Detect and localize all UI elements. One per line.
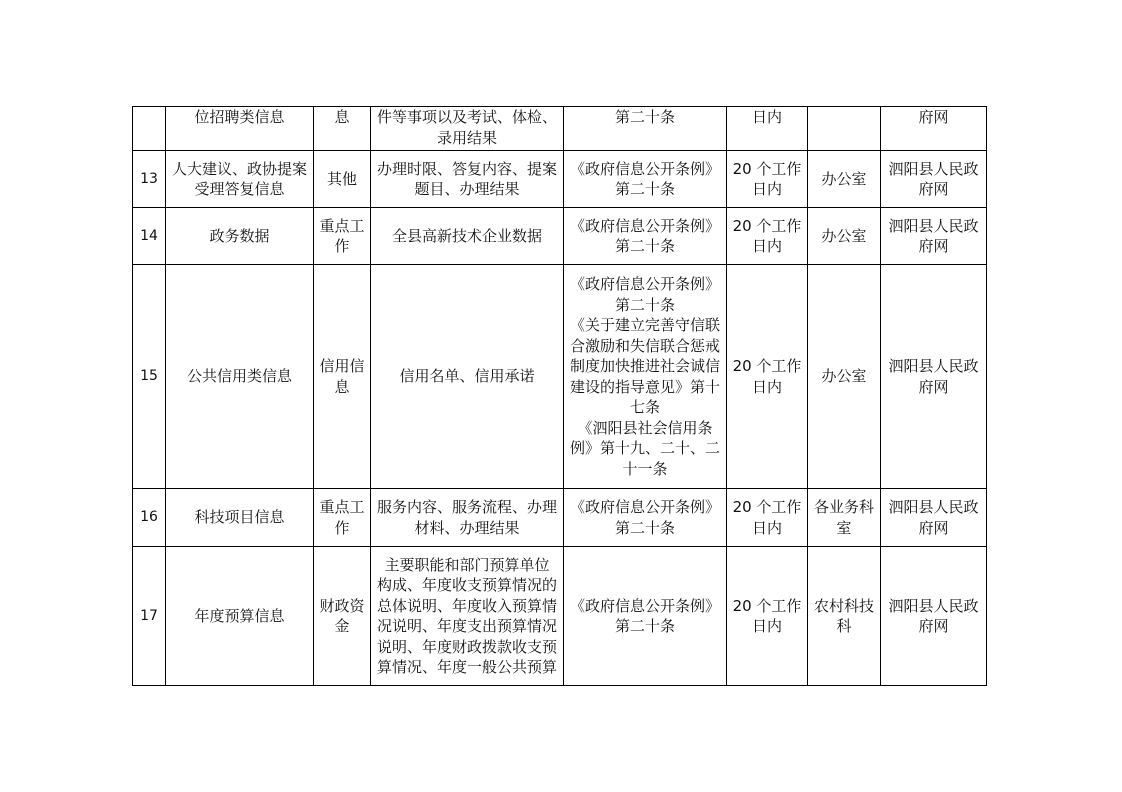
cell-line: 泗阳县人民政 — [888, 159, 979, 178]
table-row — [133, 547, 987, 686]
cell-line: 录用结果 — [436, 128, 497, 147]
department-cell — [808, 208, 881, 265]
serial-number-cell: 17 — [133, 547, 166, 686]
cell-line: 信用信 — [319, 357, 365, 375]
cell-line: 作 — [334, 237, 350, 255]
cell-line: 20 个工作 — [732, 159, 802, 178]
cell-line: 公共信用类信息 — [186, 367, 292, 386]
cell-line: 第二十条 — [614, 617, 675, 635]
content-cell — [371, 151, 564, 208]
cell-line: 构成、年度收支预算情况的 — [376, 576, 557, 594]
department-cell — [808, 547, 881, 686]
cell-line: 20 个工作 — [732, 216, 802, 235]
cell-line: 20 个工作 — [732, 498, 802, 516]
cell-line: 日内 — [751, 108, 782, 126]
basis-cell — [564, 265, 727, 489]
cell-line: 日内 — [751, 377, 782, 396]
cell-line: 制度加快推进社会诚信 — [569, 357, 720, 375]
cell-line: 20 个工作 — [732, 596, 802, 615]
cell-line: 受理答复信息 — [194, 180, 285, 198]
cell-line: 总体说明、年度收入预算情 — [376, 596, 557, 615]
table-row — [133, 107, 987, 151]
time-limit-cell — [727, 547, 808, 686]
cell-line: 信用名单、信用承诺 — [399, 367, 535, 386]
department-cell — [808, 107, 881, 151]
cell-line: 泗阳县人民政 — [888, 498, 979, 516]
serial-number-cell — [133, 107, 166, 151]
cell-line: 说明、年度财政拨款收支预 — [376, 637, 557, 656]
item-name-cell — [166, 547, 314, 686]
cell-line: 第二十条 — [614, 180, 675, 198]
content-cell — [371, 265, 564, 489]
cell-line: 办公室 — [821, 169, 867, 188]
category-cell — [314, 151, 371, 208]
basis-cell — [564, 151, 727, 208]
cell-line: 泗阳县人民政 — [888, 216, 979, 235]
cell-line: 财政资 — [319, 596, 365, 615]
cell-line: 算情况、年度一般公共预算 — [376, 658, 557, 676]
cell-line: 七条 — [629, 398, 660, 416]
department-cell — [808, 265, 881, 489]
cell-line: 年度预算信息 — [194, 606, 285, 625]
table-row — [133, 265, 987, 489]
cell-line: 《政府信息公开条例》 — [569, 216, 720, 235]
cell-line: 服务内容、服务流程、办理 — [376, 498, 557, 516]
cell-line: 府网 — [918, 180, 949, 198]
cell-line: 全县高新技术企业数据 — [391, 226, 542, 245]
cell-line: 办公室 — [821, 367, 867, 386]
cell-line: 20 个工作 — [732, 357, 802, 375]
item-name-cell — [166, 151, 314, 208]
cell-line: 十一条 — [622, 459, 668, 478]
cell-line: 重点工 — [319, 498, 365, 516]
cell-line: 办理时限、答复内容、提案 — [376, 159, 557, 178]
time-limit-cell — [727, 489, 808, 547]
content-cell — [371, 107, 564, 151]
content-cell — [371, 208, 564, 265]
cell-line: 题目、办理结果 — [414, 180, 520, 198]
content-cell — [371, 489, 564, 547]
table-row — [133, 489, 987, 547]
channel-cell — [881, 208, 987, 265]
cell-line: 第二十条 — [614, 237, 675, 255]
cell-line: 日内 — [751, 617, 782, 635]
item-name-cell — [166, 489, 314, 547]
basis-cell — [564, 107, 727, 151]
cell-line: 例》第十九、二十、二 — [569, 439, 720, 457]
cell-line: 况说明、年度支出预算情况 — [376, 617, 557, 635]
cell-line: 《政府信息公开条例》 — [569, 159, 720, 178]
cell-line: 农村科技 — [813, 596, 874, 615]
channel-cell — [881, 265, 987, 489]
cell-line: 人大建议、政协提案 — [171, 159, 307, 178]
cell-line: 息 — [334, 108, 350, 126]
cell-line: 府网 — [918, 237, 949, 255]
cell-line: 《政府信息公开条例》 — [569, 498, 720, 516]
cell-line: 材料、办理结果 — [414, 518, 520, 537]
item-name-cell — [166, 107, 314, 151]
channel-cell — [881, 151, 987, 208]
cell-line: 金 — [334, 617, 350, 635]
basis-cell — [564, 208, 727, 265]
cell-line: 办公室 — [821, 226, 867, 245]
cell-line: 政务数据 — [209, 226, 270, 245]
cell-line: 日内 — [751, 237, 782, 255]
cell-line: 泗阳县人民政 — [888, 357, 979, 375]
time-limit-cell — [727, 208, 808, 265]
table-body — [133, 107, 987, 686]
cell-line: 重点工 — [319, 216, 365, 235]
category-cell — [314, 547, 371, 686]
table-row — [133, 208, 987, 265]
channel-cell — [881, 489, 987, 547]
category-cell — [314, 489, 371, 547]
cell-line: 《关于建立完善守信联 — [569, 316, 720, 334]
time-limit-cell — [727, 107, 808, 151]
cell-line: 合激励和失信联合惩戒 — [569, 336, 720, 355]
cell-line: 《政府信息公开条例》 — [569, 596, 720, 615]
time-limit-cell — [727, 151, 808, 208]
cell-line: 日内 — [751, 180, 782, 198]
cell-line: 府网 — [918, 108, 949, 126]
cell-line: 府网 — [918, 377, 949, 396]
cell-line: 第二十条 — [614, 295, 675, 314]
cell-line: 建设的指导意见》第十 — [569, 377, 720, 396]
cell-line: 府网 — [918, 617, 949, 635]
cell-line: 第二十条 — [614, 518, 675, 537]
cell-line: 《泗阳县社会信用条 — [577, 418, 713, 437]
cell-line: 息 — [334, 377, 350, 396]
item-name-cell — [166, 265, 314, 489]
cell-line: 位招聘类信息 — [194, 108, 285, 126]
department-cell — [808, 489, 881, 547]
cell-line: 各业务科 — [813, 498, 874, 516]
cell-line: 其他 — [326, 169, 357, 188]
serial-number-cell: 16 — [133, 489, 166, 547]
cell-line: 《政府信息公开条例》 — [569, 275, 720, 293]
item-name-cell — [166, 208, 314, 265]
serial-number-cell: 15 — [133, 265, 166, 489]
cell-line: 科 — [836, 617, 852, 635]
cell-line: 室 — [836, 518, 852, 537]
time-limit-cell — [727, 265, 808, 489]
cell-line: 第二十条 — [614, 108, 675, 126]
cell-line: 日内 — [751, 518, 782, 537]
cell-line: 府网 — [918, 518, 949, 537]
department-cell — [808, 151, 881, 208]
category-cell — [314, 208, 371, 265]
serial-number-cell: 13 — [133, 151, 166, 208]
basis-cell — [564, 489, 727, 547]
serial-number-cell: 14 — [133, 208, 166, 265]
category-cell — [314, 107, 371, 151]
cell-line: 件等事项以及考试、体检、 — [376, 108, 557, 126]
channel-cell — [881, 107, 987, 151]
content-cell — [371, 547, 564, 686]
cell-line: 科技项目信息 — [194, 508, 285, 527]
channel-cell — [881, 547, 987, 686]
basis-cell — [564, 547, 727, 686]
cell-line: 作 — [334, 518, 350, 537]
cell-line: 泗阳县人民政 — [888, 596, 979, 615]
category-cell — [314, 265, 371, 489]
cell-line: 主要职能和部门预算单位 — [384, 555, 550, 574]
table-row — [133, 151, 987, 208]
disclosure-table — [132, 106, 987, 686]
